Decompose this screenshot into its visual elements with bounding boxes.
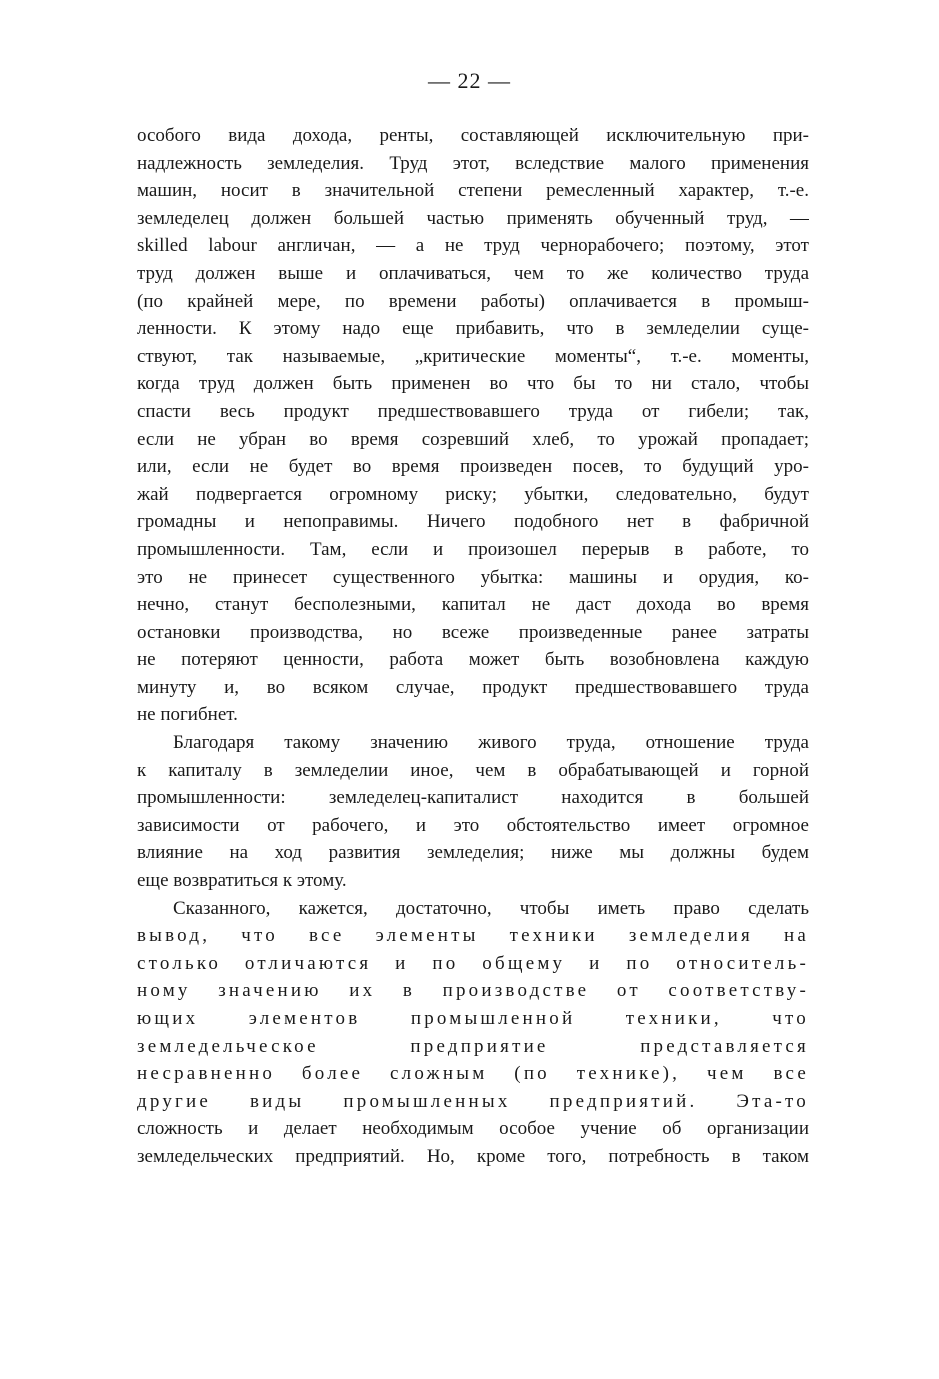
text-line: или, если не будет во время произведен посев, то будущий уро-	[137, 456, 809, 478]
text-line: skilled labour англичан, — а не труд чернорабочего; поэтому, этот	[137, 235, 809, 257]
text-line: земледелец должен большей частью применять обученный труд, —	[137, 207, 809, 229]
text-line: ному значению их в производстве от соответству-	[137, 980, 809, 1002]
text-line: ленности. К этому надо еще прибавить, что в земледелии суще-	[137, 318, 809, 340]
text-line: земледельческое предприятие представляется	[137, 1035, 809, 1057]
text-line: несравненно более сложным (по технике), чем все	[137, 1063, 809, 1085]
text-line: сложность и делает необходимым особое учение об организации	[137, 1118, 809, 1140]
text-line: надлежность земледелия. Труд этот, вследствие малого применения	[137, 152, 809, 174]
text-line: спасти весь продукт предшествовавшего труда от гибели; так,	[137, 400, 809, 422]
text-line: ющих элементов промышленной техники, что	[137, 1008, 809, 1029]
text-line: громадны и непоправимы. Ничего подобного нет в фабричной	[137, 511, 809, 533]
text-line: (по крайней мере, по времени работы) оплачивается в промыш-	[137, 290, 809, 312]
text-line: нечно, станут бесполезными, капитал не даст дохода во время	[137, 594, 809, 616]
text-line: зависимости от рабочего, и это обстоятельство имеет огромное	[137, 814, 809, 836]
paragraph-3	[137, 895, 809, 1171]
text-line: влияние на ход развития земледелия; ниже мы должны будем	[137, 842, 809, 864]
text-line: когда труд должен быть применен во что бы то ни стало, чтобы	[137, 373, 809, 395]
paragraph-2	[137, 729, 809, 895]
text-line: не погибнет.	[137, 704, 238, 726]
text-line: Сказанного, кажется, достаточно, чтобы иметь право сделать	[173, 897, 809, 919]
text-line: другие виды промышленных предприятий. Эта-то	[137, 1090, 809, 1112]
text-line: минуту и, во всяком случае, продукт предшествовавшего труда	[137, 676, 809, 698]
text-line: вывод, что все элементы техники земледелия на	[137, 925, 809, 947]
text-line: особого вида дохода, ренты, составляющей исключительную при-	[137, 125, 809, 146]
text-line: если не убран во время созревший хлеб, то урожай пропадает;	[137, 428, 809, 450]
text-line: столько отличаются и по общему и по относитель-	[137, 952, 809, 974]
text-line: жай подвергается огромному риску; убытки, следовательно, будут	[137, 483, 809, 505]
page-number: — 22 —	[428, 68, 511, 93]
text-line: ствуют, так называемые, „критические моменты“, т.-е. моменты,	[137, 345, 809, 367]
text-line: промышленности. Там, если и произошел перерыв в работе, то	[137, 538, 809, 560]
text-line: земледельческих предприятий. Но, кроме того, потребность в таком	[137, 1145, 809, 1167]
text-line: это не принесет существенного убытка: машины и орудия, ко-	[137, 566, 809, 588]
text-line: не потеряют ценности, работа может быть возобновлена каждую	[137, 649, 809, 671]
text-line: машин, носит в значительной степени ремесленный характер, т.-е.	[137, 180, 809, 202]
text-line: остановки производства, но всеже произведенные ранее затраты	[137, 621, 809, 643]
text-line: промышленности: земледелец-капиталист находится в большей	[137, 787, 809, 809]
text-line: к капиталу в земледелии иное, чем в обрабатывающей и горной	[137, 759, 809, 781]
text-line: труд должен выше и оплачиваться, чем то же количество труда	[137, 262, 809, 284]
text-line: Благодаря такому значению живого труда, отношение труда	[173, 732, 809, 754]
paragraph-1	[137, 122, 809, 729]
text-line: еще возвратиться к этому.	[137, 870, 347, 892]
body-text	[137, 122, 809, 1171]
